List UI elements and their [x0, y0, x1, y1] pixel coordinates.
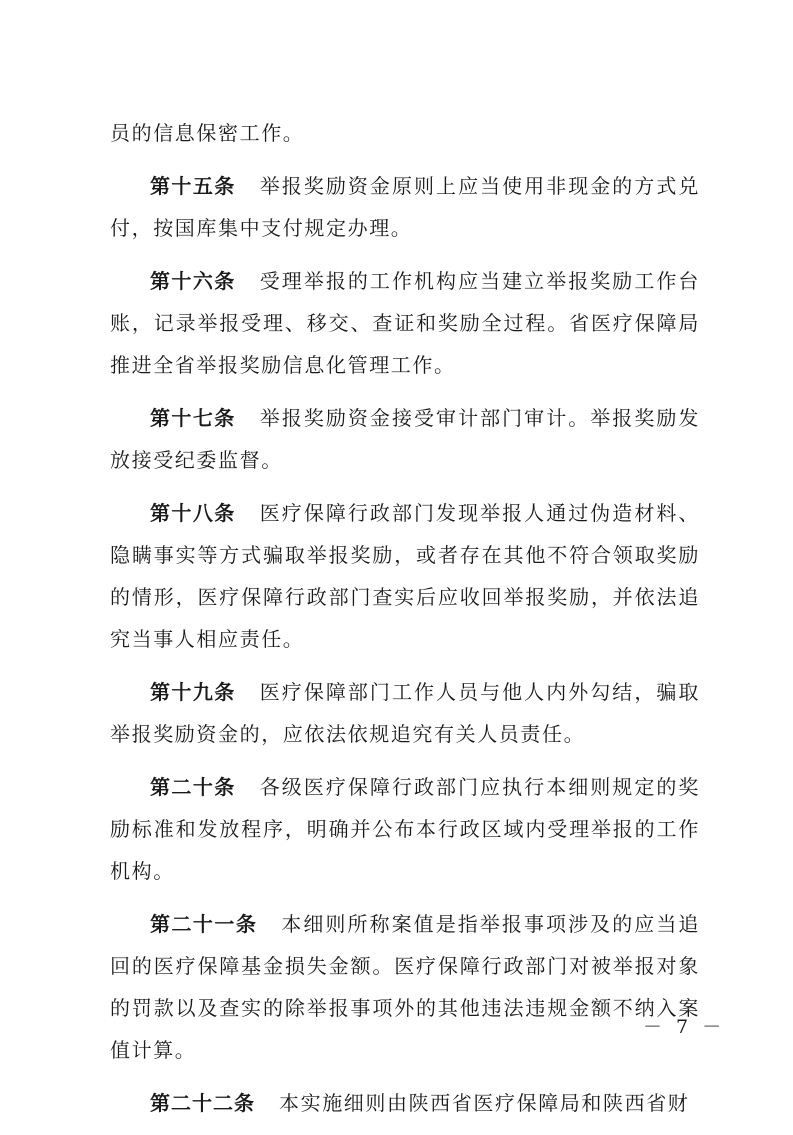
article-heading: 第十七条	[150, 406, 236, 430]
article-17	[110, 397, 700, 481]
article-heading: 第十八条	[150, 501, 236, 525]
article-15	[110, 165, 700, 249]
document-body	[110, 112, 700, 1135]
article-20	[110, 766, 700, 892]
article-text: 医疗保障行政部门发现举报人通过伪造材料、隐瞒事实等方式骗取举报奖励，或者存在其他不符合领取奖励的情形，医疗保障行政部门查实后应收回举报奖励，并依法追究当事人相应责任。	[110, 501, 701, 651]
article-text: 本实施细则由陕西省医疗保障局和陕西省财	[279, 1091, 690, 1115]
page-number: － 7 －	[643, 1016, 726, 1038]
article-text: 医疗保障部门工作人员与他人内外勾结，骗取举报奖励资金的，应依法依规追究有关人员责任。	[110, 680, 701, 746]
article-heading: 第二十条	[150, 775, 236, 799]
article-18	[110, 492, 700, 660]
article-text: 本细则所称案值是指举报事项涉及的应当追回的医疗保障基金损失金额。医疗保障行政部门对被举报对象的罚款以及查实的除举报事项外的其他违法违规金额不纳入案值计算。	[110, 912, 701, 1062]
article-22	[110, 1082, 700, 1124]
continuation-paragraph	[110, 112, 700, 154]
article-heading: 第十六条	[150, 269, 236, 293]
article-heading: 第十五条	[150, 174, 236, 198]
article-text: 受理举报的工作机构应当建立举报奖励工作台账，记录举报受理、移交、查证和奖励全过程。省医疗保障局推进全省举报奖励信息化管理工作。	[110, 269, 701, 377]
article-16	[110, 260, 700, 386]
article-text: 举报奖励资金原则上应当使用非现金的方式兑付，按国库集中支付规定办理。	[110, 174, 701, 240]
article-heading: 第二十二条	[150, 1091, 255, 1115]
article-19	[110, 671, 700, 755]
article-heading: 第二十一条	[150, 912, 258, 936]
article-text: 举报奖励资金接受审计部门审计。举报奖励发放接受纪委监督。	[110, 406, 701, 472]
article-heading: 第十九条	[150, 680, 236, 704]
continuation-text: 员的信息保密工作。	[110, 121, 305, 145]
article-21	[110, 903, 700, 1071]
article-text: 各级医疗保障行政部门应执行本细则规定的奖励标准和发放程序，明确并公布本行政区域内受理举报的工作机构。	[110, 775, 701, 883]
